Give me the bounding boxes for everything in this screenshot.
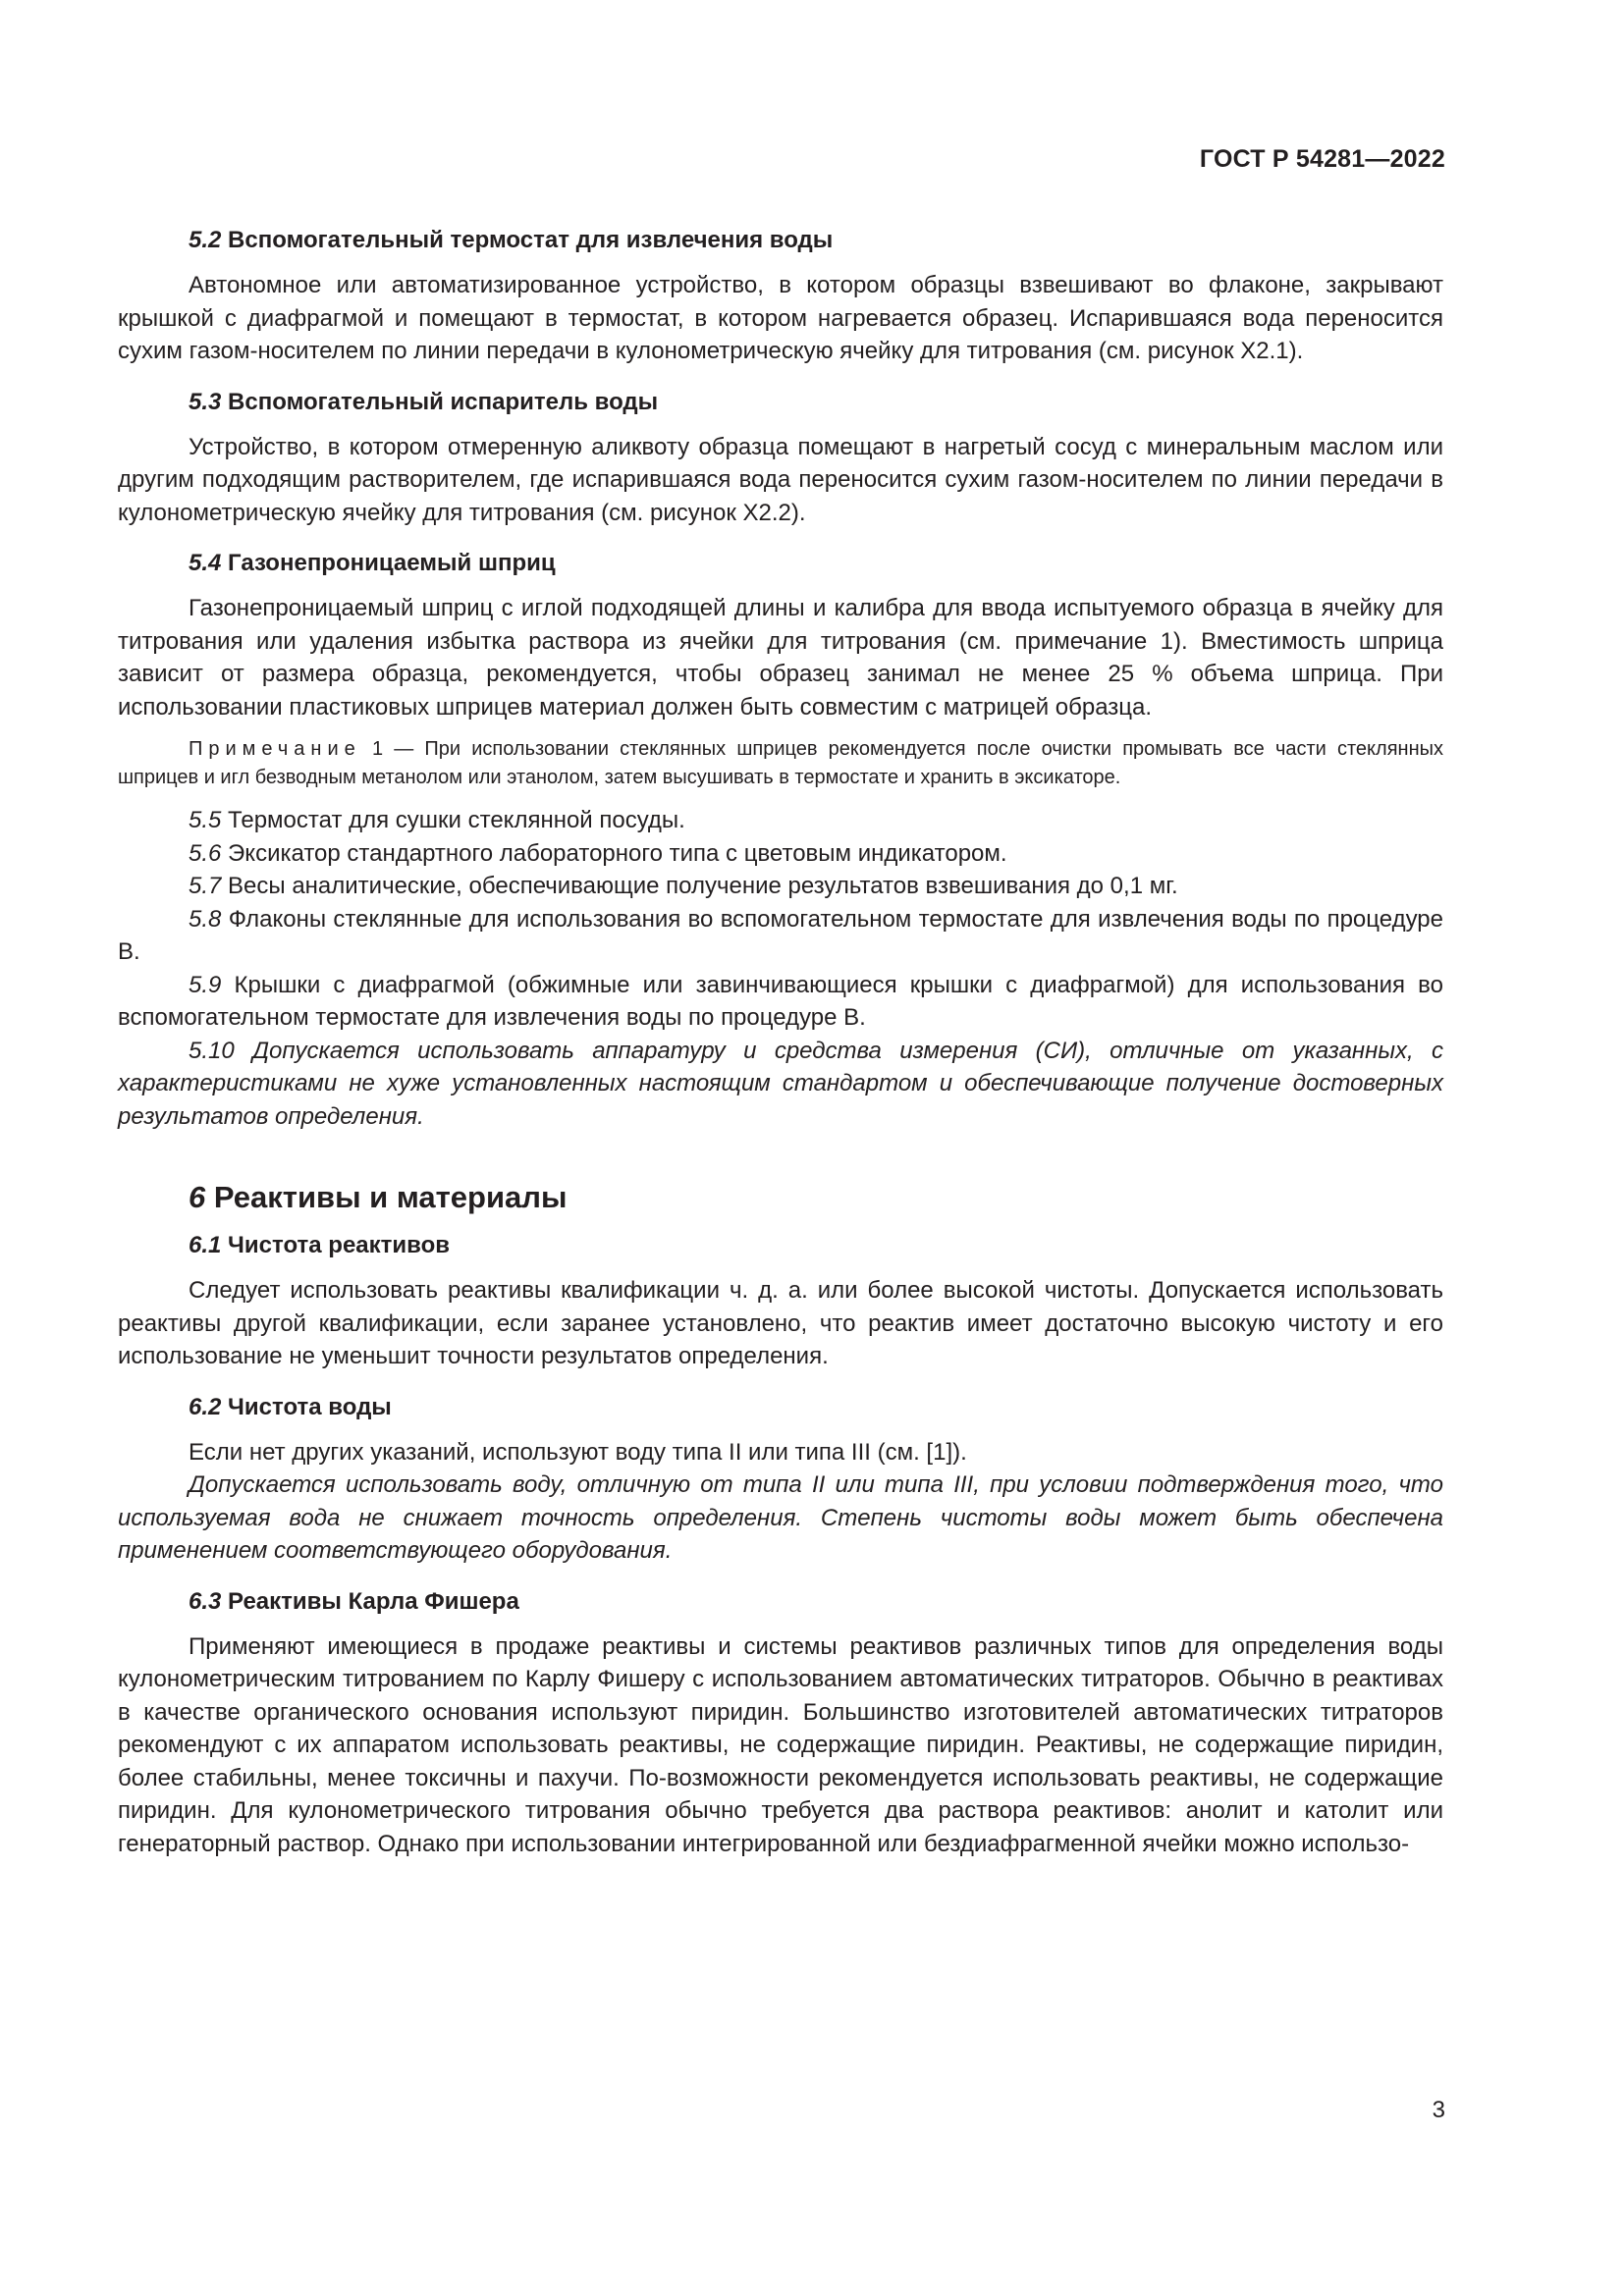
heading-6-1: 6.1 Чистота реактивов <box>189 1232 451 1258</box>
item-5-7: 5.7 Весы аналитические, обеспечивающие получение результатов взвешивания до 0,1 мг. <box>189 873 1178 899</box>
page-content <box>118 224 1443 1860</box>
paragraph-6-2-a: Если нет других указаний, используют воду типа II или типа III (см. [1]). <box>189 1438 967 1466</box>
page-number: 3 <box>1432 2097 1445 2123</box>
item-5-9: 5.9 Крышки с диафрагмой (обжимные или завинчивающиеся крышки с диафрагмой) для использования во вспомогательном термостате для извлечения воды по процедуре В. <box>118 971 1443 1031</box>
paragraph-6-2-b: Допускается использовать воду, отличную от типа II или типа III, при условии подтверждения того, что используемая вода не снижает точность определения. Степень чистоты воды может быть обеспечена применением соответствующего оборудования. <box>118 1471 1443 1564</box>
section-6-heading: 6 Реактивы и материалы <box>189 1180 568 1214</box>
document-code: ГОСТ Р 54281—2022 <box>1199 145 1445 173</box>
item-5-6: 5.6 Эксикатор стандартного лабораторного типа с цветовым индикатором. <box>189 839 1007 867</box>
heading-6-2: 6.2 Чистота воды <box>189 1393 392 1420</box>
heading-6-3: 6.3 Реактивы Карла Фишера <box>189 1587 519 1615</box>
item-5-5: 5.5 Термостат для сушки стеклянной посуды. <box>189 807 685 833</box>
item-5-8: 5.8 Флаконы стеклянные для использования во вспомогательном термостате для извлечения воды по процедуре В. <box>118 905 1443 965</box>
heading-5-4: 5.4 Газонепроницаемый шприц <box>189 550 556 576</box>
item-5-10: 5.10 Допускается использовать аппаратуру и средства измерения (СИ), отличные от указанных, с характеристиками не хуже установленных настоящим стандартом и обеспечивающие получение достоверных результатов определения. <box>118 1037 1444 1130</box>
paragraph-5-3: Устройство, в котором отмеренную аликвоту образца помещают в нагретый сосуд с минеральным маслом или другим подходящим растворителем, где испарившаяся вода переносится сухим газом-носителем по линии передачи в кулонометрическую ячейку для титрования (см. рисунок Х2.2). <box>118 433 1443 526</box>
heading-5-2: 5.2 Вспомогательный термостат для извлечения воды <box>189 227 834 253</box>
paragraph-5-2: Автономное или автоматизированное устройство, в котором образцы взвешивают во флаконе, закрывают крышкой с диафрагмой и помещают в термостат, в котором нагревается образец. Испарившаяся вода переносится сухим газом-носителем по линии передачи в кулонометрическую ячейку для титрования (см. рисунок Х2.1). <box>118 272 1443 364</box>
paragraph-6-3: Применяют имеющиеся в продаже реактивы и системы реактивов различных типов для определения воды кулонометрическим титрованием по Карлу Фишеру с использованием автоматических титраторов. Обычно в реактивах в качестве органического основания используют пиридин. Большинство изготовителей автоматических титраторов рекомендуют с их аппаратом использовать реактивы, не содержащие пиридин. Реактивы, не содержащие пиридин, более стабильны, менее токсичны и пахучи. По-возможности рекомендуется использовать реактивы, не содержащие пиридин. Для кулонометрического титрования обычно требуется два раствора реактивов: анолит и католит или генераторный раствор. Однако при использовании интегрированной или бездиафрагменной ячейки можно использо- <box>118 1632 1443 1857</box>
heading-5-3: 5.3 Вспомогательный испаритель воды <box>189 388 659 415</box>
paragraph-5-4: Газонепроницаемый шприц с иглой подходящей длины и калибра для ввода испытуемого образца в ячейку для титрования или удаления избытка раствора из ячейки для титрования (см. примечание 1). Вместимость шприца зависит от размера образца, рекомендуется, чтобы образец занимал не менее 25 % объема шприца. При использовании пластиковых шприцев материал должен быть совместим с матрицей образца. <box>118 595 1443 721</box>
note-1: Примечание 1 — При использовании стеклянных шприцев рекомендуется после очистки промывать все части стеклянных шприцев и игл безводным метанолом или этанолом, затем высушивать в термостате и хранить в эксикаторе. <box>118 738 1443 788</box>
paragraph-6-1: Следует использовать реактивы квалификации ч. д. а. или более высокой чистоты. Допускается использовать реактивы другой квалификации, если заранее установлено, что реактив имеет достаточно высокую чистоту и его использование не уменьшит точности результатов определения. <box>118 1277 1443 1369</box>
